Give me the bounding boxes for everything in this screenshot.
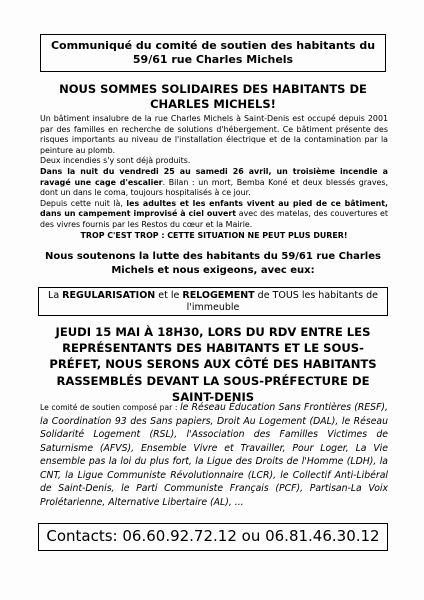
body-paragraph-1: Un bâtiment insalubre de la rue Charles Michels à Saint-Denis est occupé depuis 2001 par des familles en recherche de solutions d'hébergement. Ce bâtiment présente des risques importants au niveau de l'installation électrique et de la contamination par la peinture au plomb. xyxy=(40,114,388,155)
title-line-2: 59/61 rue Charles Michels xyxy=(132,53,294,66)
support-statement xyxy=(38,250,388,277)
demands-part-1: La xyxy=(48,290,63,301)
event-line-5: SAINT-DENIS xyxy=(171,389,255,404)
demands-box xyxy=(38,287,388,316)
demands-word-relogement: RELOGEMENT xyxy=(182,290,255,301)
contacts-box xyxy=(38,523,388,551)
contacts-text: Contacts: 06.60.92.72.12 ou 06.81.46.30.12 xyxy=(46,527,380,545)
body-paragraph-4-bold: les adultes et les enfants vivent au pied de ce bâtiment, dans un campement improvisé à ciel ouvert xyxy=(40,198,388,219)
support-line-2: Michels et nous exigeons, avec eux: xyxy=(111,264,315,276)
body-paragraph-4-start: Depuis cette nuit là, xyxy=(40,198,127,208)
committee-members: le Réseau Éducation Sans Frontières (RESF), la Coordination 93 des Sans papiers, Droit Au Logement (DAL), le Réseau Solidarité Logement (RSL), l'Association des Familles Victimes de Saturnisme (AFVS), Ensemble Vivre et Travailler, Pour Loger, La Vie ensemble pas la loi du plus fort, la Ligue des Droits de l'Homme (LDH), la CNT, la Ligue Communiste Révolutionnaire (LCR), le Collectif Anti-Libéral de Saint-Denis, le Parti Communiste Français (PCF), Partisan-La Voix Prolétarienne, Alternative Libertaire (AL), ... xyxy=(40,402,389,508)
event-line-4: RASSEMBLÉS DEVANT LA SOUS-PRÉFECTURE DE xyxy=(56,373,370,388)
body-paragraph-4-rest: avec des matelas, des couvertures et des vivres fournis par les Restos du cœur et la Mairie. xyxy=(40,209,389,229)
demands-word-regularisation: REGULARISATION xyxy=(62,290,156,301)
event-line-3: PRÉFET, NOUS SERONS AUX CÔTÉ DES HABITANTS xyxy=(49,357,377,372)
body-paragraph-2: Deux incendies s'y sont déjà produits. xyxy=(40,156,191,166)
body-paragraph-4 xyxy=(40,199,388,231)
body-paragraph-3-rest: . Bilan : un mort, Bemba Koné et deux blessés graves, dont un dans le coma, toujours hospitalisés à ce jour. xyxy=(40,177,389,198)
demands-part-2: et le xyxy=(155,290,183,301)
event-line-2: REPRÉSENTANTS DES HABITANTS ET LE SOUS- xyxy=(62,341,364,356)
committee-list xyxy=(40,401,388,509)
headline-line-1: NOUS SOMMES SOLIDAIRES DES HABITANTS DE xyxy=(59,82,367,96)
title-line-1: Communiqué du comité de soutien des habitants du xyxy=(50,39,376,52)
headline xyxy=(40,82,386,112)
body-paragraph-3-bold: Dans la nuit du vendredi 25 au samedi 26 avril, un troisième incendie a ravagé une cage d'escalier xyxy=(40,166,388,187)
event-announcement xyxy=(34,324,392,405)
title-box xyxy=(40,34,386,72)
demands-part-3: de TOUS les habitants de l'immeuble xyxy=(186,290,378,313)
headline-line-2: CHARLES MICHELS! xyxy=(150,97,276,111)
body-paragraph-3 xyxy=(40,167,388,199)
body-slogan: TROP C'EST TROP : CETTE SITUATION NE PEUT PLUS DURER! xyxy=(80,230,348,240)
event-line-1: JEUDI 15 MAI À 18H30, LORS DU RDV ENTRE LES xyxy=(55,325,371,339)
body-text xyxy=(40,114,388,241)
committee-lead: Le comité de soutien composé par : xyxy=(40,403,181,412)
support-line-1: Nous soutenons la lutte des habitants du 59/61 rue Charles xyxy=(45,251,381,262)
